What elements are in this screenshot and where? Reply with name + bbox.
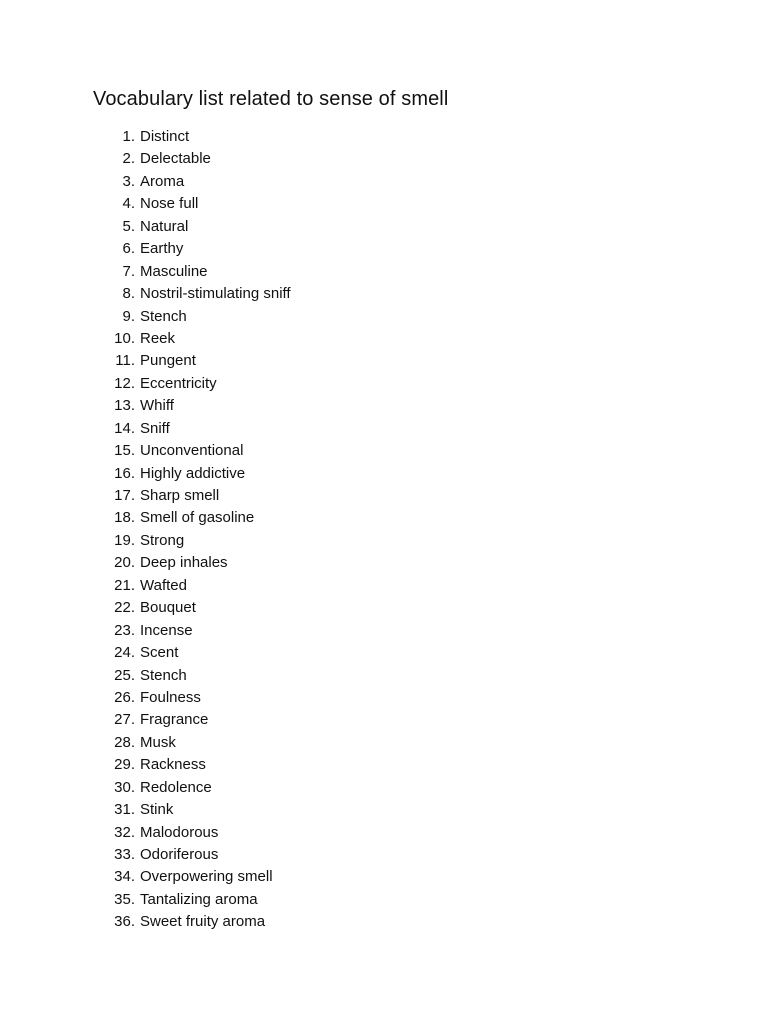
list-item-term: Stench: [140, 666, 187, 684]
list-item-number: 22.: [114, 599, 135, 617]
list-item-term: Bouquet: [140, 599, 196, 617]
list-item-number: 20.: [114, 554, 135, 572]
list-item-number: 34.: [114, 868, 135, 886]
list-item-number: 15.: [114, 442, 135, 460]
list-item-term: Rackness: [140, 756, 206, 774]
list-item-number: 21.: [114, 576, 135, 594]
list-item-number: 14.: [114, 419, 135, 437]
list-item-term: Unconventional: [140, 442, 244, 460]
list-item-term: Deep inhales: [140, 554, 228, 572]
list-item-term: Sniff: [140, 419, 170, 437]
list-item-term: Pungent: [140, 352, 196, 370]
list-item-term: Musk: [140, 733, 176, 751]
list-item-term: Distinct: [140, 128, 190, 145]
list-item-term: Masculine: [140, 262, 208, 280]
list-item-number: 12.: [114, 374, 135, 392]
list-item-number: 27.: [114, 711, 135, 729]
list-item-number: 2.: [122, 150, 135, 168]
list-item-number: 29.: [114, 756, 135, 774]
list-item-term: Aroma: [140, 172, 185, 190]
list-item-term: Nose full: [140, 195, 199, 213]
list-item-term: Earthy: [140, 240, 184, 258]
list-item-term: Smell of gasoline: [140, 509, 255, 527]
list-item-term: Scent: [140, 644, 179, 662]
list-item-number: 32.: [114, 823, 135, 841]
list-item-number: 13.: [114, 397, 135, 415]
list-item-term: Malodorous: [140, 823, 219, 841]
list-item-term: Redolence: [140, 778, 212, 796]
list-item-number: 10.: [114, 329, 135, 347]
list-item-number: 8.: [122, 285, 135, 303]
list-item-term: Incense: [140, 621, 193, 639]
list-item-number: 31.: [114, 801, 135, 819]
list-item-term: Nostril-stimulating sniff: [140, 285, 291, 303]
list-item-number: 23.: [114, 621, 135, 639]
list-item-number: 19.: [114, 531, 135, 549]
list-item-number: 36.: [114, 913, 135, 931]
list-item-term: Overpowering smell: [140, 868, 273, 886]
list-item-number: 16.: [114, 464, 135, 482]
list-item-number: 35.: [114, 890, 135, 908]
list-item-term: Foulness: [140, 688, 201, 706]
list-item-number: 11.: [115, 352, 135, 370]
list-item-number: 1.: [122, 128, 135, 145]
list-item-term: Stench: [140, 307, 187, 325]
list-item-number: 4.: [122, 195, 135, 213]
list-item-term: Whiff: [140, 397, 174, 415]
list-item-number: 25.: [114, 666, 135, 684]
list-item-term: Sharp smell: [140, 487, 220, 504]
document-title: Vocabulary list related to sense of smell: [93, 88, 449, 110]
list-item-term: Wafted: [140, 576, 187, 594]
list-item-term: Strong: [140, 531, 185, 549]
list-item-term: Fragrance: [140, 711, 209, 729]
list-item-term: Reek: [140, 329, 176, 347]
list-item-term: Odoriferous: [140, 846, 219, 863]
list-item-number: 17.: [114, 487, 135, 504]
list-item-number: 6.: [122, 240, 135, 258]
list-item-term: Stink: [140, 801, 174, 819]
list-item-number: 26.: [114, 688, 135, 706]
list-item-number: 18.: [114, 509, 135, 527]
list-item-number: 33.: [114, 846, 135, 863]
list-item-number: 9.: [122, 307, 135, 325]
list-item-number: 28.: [114, 733, 135, 751]
list-item-term: Highly addictive: [140, 464, 246, 482]
list-item-number: 3.: [122, 172, 135, 190]
list-item-term: Natural: [140, 217, 189, 235]
list-item-term: Eccentricity: [140, 374, 217, 392]
list-item-number: 30.: [114, 778, 135, 796]
list-item-term: Delectable: [140, 150, 211, 168]
list-item-number: 5.: [122, 217, 135, 235]
list-item-number: 7.: [122, 262, 135, 280]
list-item-term: Tantalizing aroma: [140, 890, 258, 908]
list-item-term: Sweet fruity aroma: [140, 913, 266, 931]
list-item-number: 24.: [114, 644, 135, 662]
